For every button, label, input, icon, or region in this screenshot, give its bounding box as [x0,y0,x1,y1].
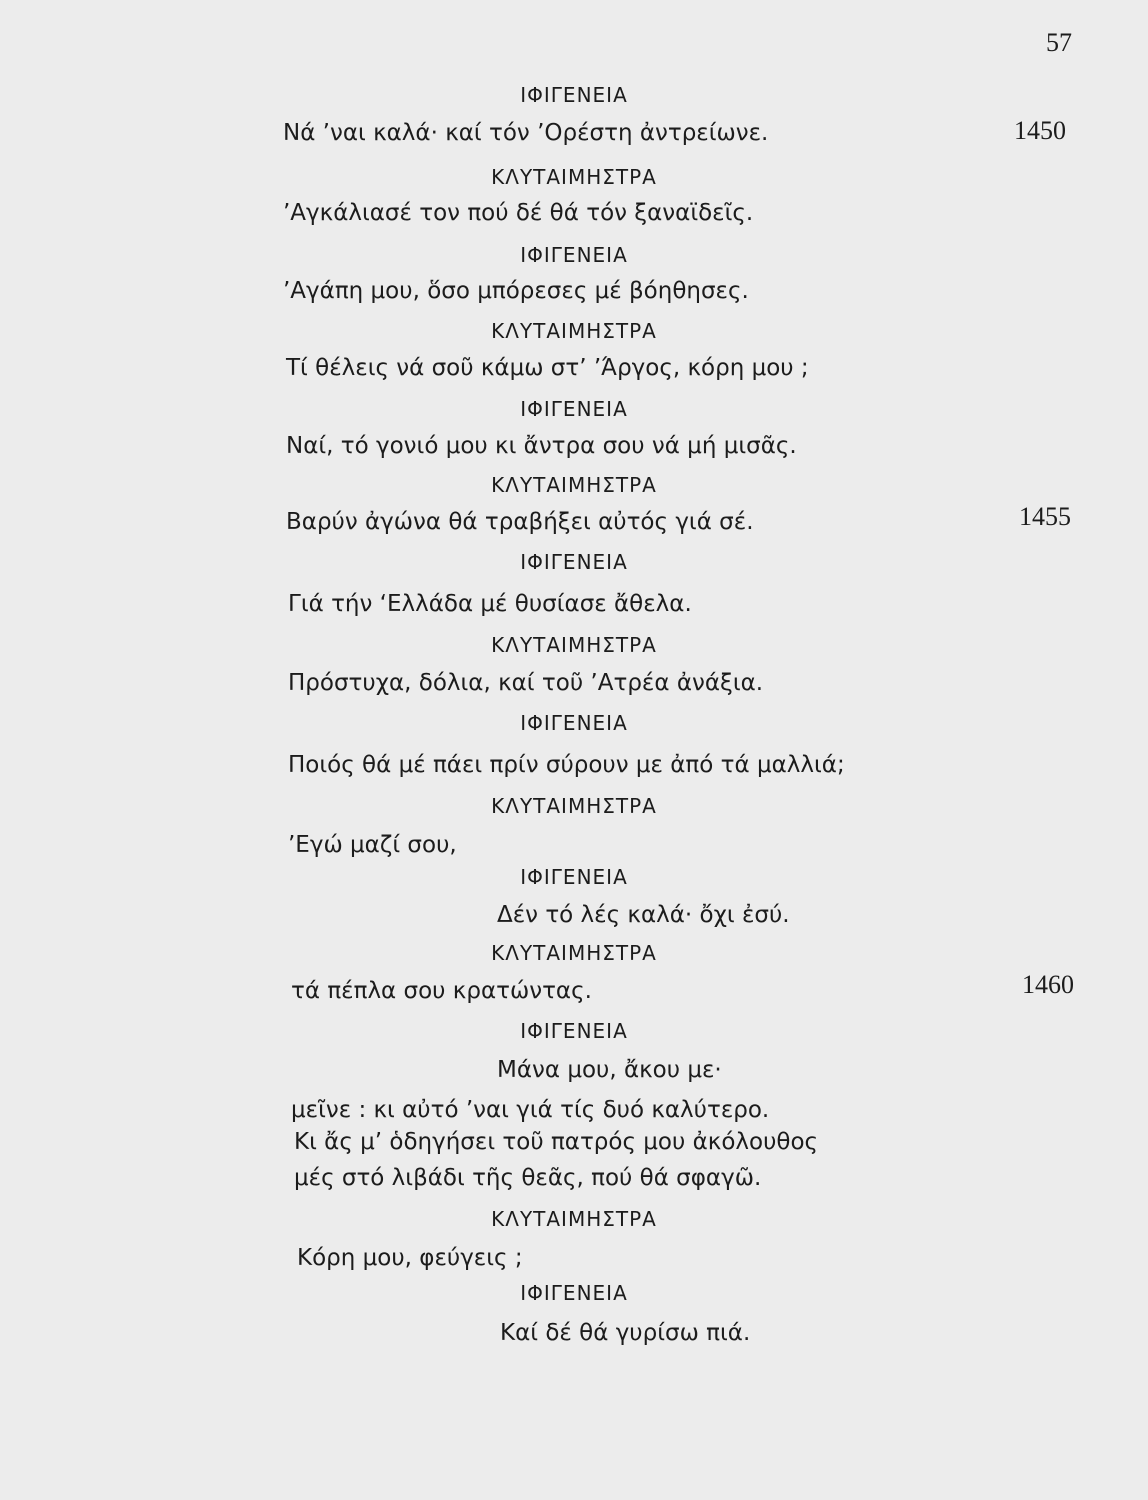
verse-line: μεῖνε : κι αὐτό ’ναι γιά τίς δυό καλύτερο. [291,1097,770,1123]
verse-line: ’Εγώ μαζί σου, [288,832,457,858]
line-number: 1460 [1022,970,1074,999]
verse-line: τά πέπλα σου κρατώντας. [291,978,592,1004]
verse-line: Τί θέλεις νά σοῦ κάμω στ’ ’Άργος, κόρη μου ; [286,355,809,381]
verse-line: ’Αγάπη μου, ὅσο μπόρεσες μέ βόηθησες. [283,278,749,304]
verse-line: Γιά τήν ‘Ελλάδα μέ θυσίασε ἄθελα. [288,591,692,617]
verse-line: Ποιός θά μέ πάει πρίν σύρουν με ἀπό τά μαλλιά; [288,752,845,778]
verse-line: Πρόστυχα, δόλια, καί τοῦ ’Ατρέα ἀνάξια. [288,670,764,696]
verse-line: Ναί, τό γονιό μου κι ἄντρα σου νά μή μισᾶς. [286,433,797,459]
speaker-name: ΚΛΥΤΑΙΜΗΣΤΡΑ [491,941,657,965]
verse-line: Κι ἄς μ’ ὁδηγήσει τοῦ πατρός μου ἀκόλουθος [294,1129,819,1155]
speaker-name: ΙΦΙΓΕΝΕΙΑ [520,550,628,574]
speaker-name: ΙΦΙΓΕΝΕΙΑ [520,865,628,889]
verse-line: Βαρύν ἀγώνα θά τραβήξει αὐτός γιά σέ. [286,509,754,535]
line-number: 1450 [1014,116,1066,145]
speaker-name: ΙΦΙΓΕΝΕΙΑ [520,1019,628,1043]
line-number: 1455 [1019,502,1071,531]
speaker-name: ΚΛΥΤΑΙΜΗΣΤΡΑ [491,319,657,343]
verse-line: Δέν τό λές καλά· ὄχι ἐσύ. [497,902,790,928]
speaker-name: ΚΛΥΤΑΙΜΗΣΤΡΑ [491,794,657,818]
speaker-name: ΚΛΥΤΑΙΜΗΣΤΡΑ [491,1207,657,1231]
verse-line: Κόρη μου, φεύγεις ; [297,1245,523,1271]
verse-line: ’Αγκάλιασέ τον πού δέ θά τόν ξαναϊδεῖς. [283,200,754,226]
speaker-name: ΚΛΥΤΑΙΜΗΣΤΡΑ [491,633,657,657]
verse-line: Νά ’ναι καλά· καί τόν ’Ορέστη ἀντρείωνε. [283,120,769,146]
speaker-name: ΙΦΙΓΕΝΕΙΑ [520,397,628,421]
verse-line: μές στό λιβάδι τῆς θεᾶς, πού θά σφαγῶ. [294,1165,762,1191]
speaker-name: ΙΦΙΓΕΝΕΙΑ [520,83,628,107]
speaker-name: ΚΛΥΤΑΙΜΗΣΤΡΑ [491,165,657,189]
speaker-name: ΙΦΙΓΕΝΕΙΑ [520,711,628,735]
verse-line: Μάνα μου, ἄκου με· [497,1057,722,1083]
speaker-name: ΚΛΥΤΑΙΜΗΣΤΡΑ [491,473,657,497]
speaker-name: ΙΦΙΓΕΝΕΙΑ [520,243,628,267]
page-number: 57 [1046,28,1072,57]
speaker-name: ΙΦΙΓΕΝΕΙΑ [520,1281,628,1305]
verse-line: Καί δέ θά γυρίσω πιά. [500,1320,751,1346]
